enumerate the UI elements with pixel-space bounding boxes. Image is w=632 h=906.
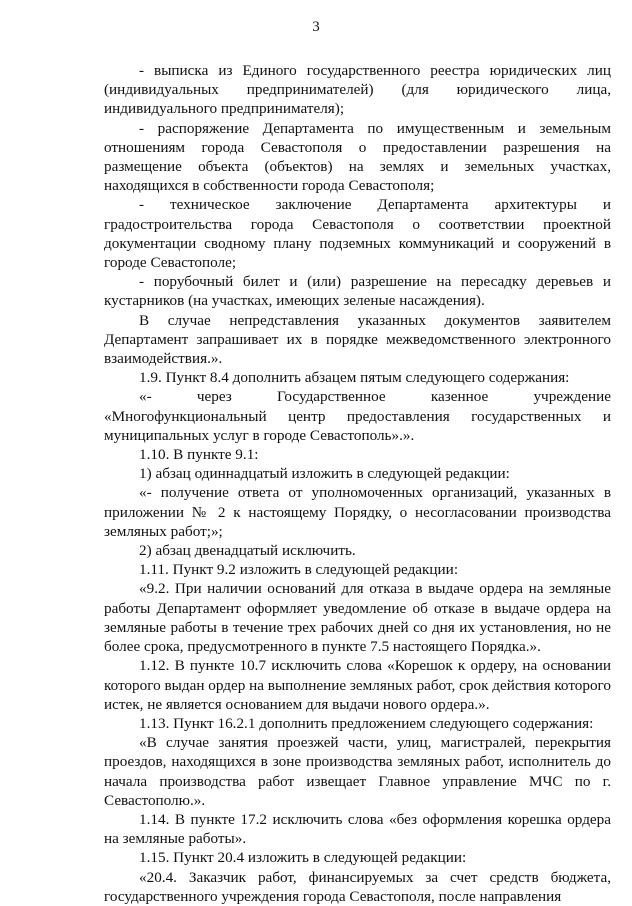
paragraph-mfc: «- через Государственное казенное учреждение «Многофункциональный центр предоставления государственных и муниципальных услуг в городе Севастополь».». bbox=[104, 388, 611, 444]
page-number: 3 bbox=[312, 19, 320, 35]
paragraph-technical-conclusion: - техническое заключение Департамента архитектуры и градостроительства города Севастополя о соответствии проектной документации сводному плану подземных коммуникаций и сооружений в городе Севастополе; bbox=[104, 196, 611, 272]
paragraph-clause-1-12: 1.12. В пункте 10.7 исключить слова «Корешок к ордеру, на основании которого выдан ордер на выполнение земляных работ, срок действия которого истек, не является основанием для выдачи нового ордера.». bbox=[104, 657, 611, 713]
paragraph-clause-1-11: 1.11. Пункт 9.2 изложить в следующей редакции: bbox=[139, 561, 459, 579]
paragraph-response-quote: «- получение ответа от уполномоченных организаций, указанных в приложении № 2 к настоящему Порядку, о несогласовании производства земляных работ;»; bbox=[104, 484, 611, 540]
paragraph-clause-1-14: 1.14. В пункте 17.2 исключить слова «без оформления корешка ордера на земляные работы». bbox=[104, 810, 611, 848]
paragraph-clause-1-13: 1.13. Пункт 16.2.1 дополнить предложением следующего содержания: bbox=[139, 714, 594, 732]
paragraph-extract-registry: - выписка из Единого государственного реестра юридических лиц (индивидуальных предпринимателей) (для юридического лица, индивидуального предпринимателя); bbox=[104, 62, 611, 118]
paragraph-interagency-request: В случае непредставления указанных документов заявителем Департамент запрашивает их в порядке межведомственного электронного взаимодействия.». bbox=[104, 311, 611, 368]
paragraph-sub-1: 1) абзац одиннадцатый изложить в следующей редакции: bbox=[139, 465, 510, 483]
paragraph-clause-9-2-text: «9.2. При наличии оснований для отказа в выдаче ордера на земляные работы Департамент оформляет уведомление об отказе в выдаче ордера на земляные работы в течение трех рабочих дней со дня их установления, но не более срока, предусмотренного в пункте 7.5 настоящего Порядка.». bbox=[104, 580, 611, 656]
paragraph-felling-ticket: - порубочный билет и (или) разрешение на пересадку деревьев и кустарников (на участках, имеющих зеленые насаждения). bbox=[104, 273, 611, 310]
paragraph-department-order: - распоряжение Департамента по имущественным и земельным отношениям города Севастополя о предоставлении разрешения на размещение объекта (объектов) на землях и земельных участках, находящихся в собственности города Севастополя; bbox=[104, 119, 611, 195]
paragraph-clause-1-15: 1.15. Пункт 20.4 изложить в следующей редакции: bbox=[139, 849, 467, 867]
paragraph-sub-2: 2) абзац двенадцатый исключить. bbox=[139, 542, 356, 560]
paragraph-clause-1-10: 1.10. В пункте 9.1: bbox=[139, 446, 259, 464]
paragraph-clause-1-9: 1.9. Пункт 8.4 дополнить абзацем пятым следующего содержания: bbox=[139, 369, 570, 387]
document-body bbox=[104, 61, 611, 906]
paragraph-emergency-notice: «В случае занятия проезжей части, улиц, магистралей, перекрытия проездов, находящихся в зоне производства земляных работ, исполнитель до начала производства работ извещает Главное управление МЧС по г. Севастополю.». bbox=[104, 734, 611, 809]
paragraph-clause-20-4-text: «20.4. Заказчик работ, финансируемых за счет средств бюджета, государственного учреждения города Севастополя, после направления bbox=[104, 868, 611, 905]
